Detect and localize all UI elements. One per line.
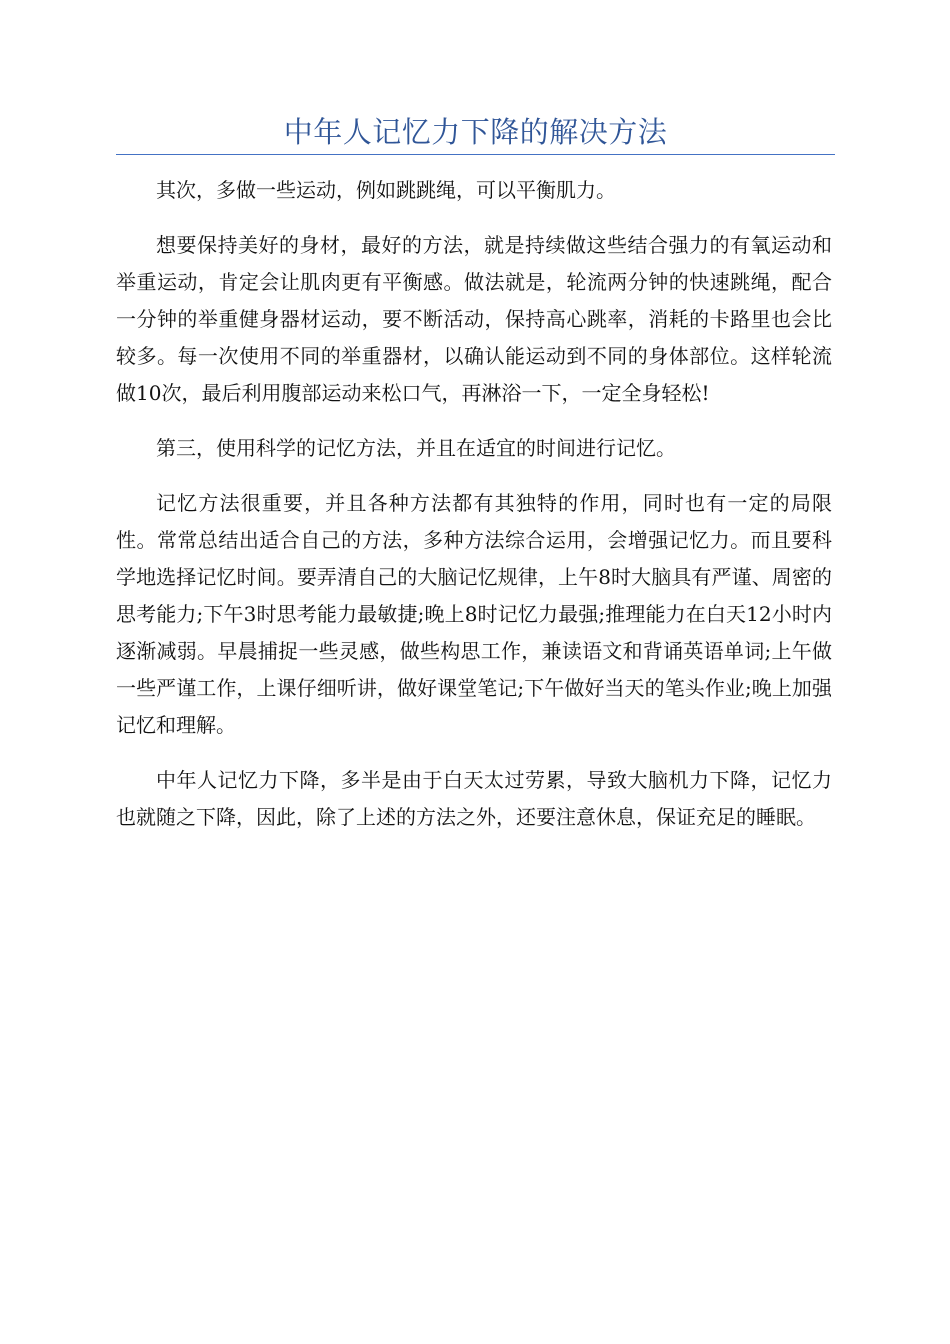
paragraph-5: 中年人记忆力下降，多半是由于白天太过劳累，导致大脑机力下降，记忆力也就随之下降，因此，除了上述的方法之外，还要注意休息，保证充足的睡眠。 (116, 768, 832, 829)
paragraph-2: 想要保持美好的身材，最好的方法，就是持续做这些结合强力的有氧运动和举重运动，肯定会让肌肉更有平衡感。做法就是，轮流两分钟的快速跳绳，配合一分钟的举重健身器材运动，要不断活动，保持高心跳率，消耗的卡路里也会比较多。每一次使用不同的举重器材，以确认能运动到不同的身体部位。这样轮流做10次，最后利用腹部运动来松口气，再淋浴一下，一定全身轻松! (116, 233, 832, 405)
paragraph-1: 其次，多做一些运动，例如跳跳绳，可以平衡肌力。 (156, 178, 616, 202)
document-title: 中年人记忆力下降的解决方法 (283, 115, 668, 149)
title-underline (116, 154, 835, 155)
paragraph-3: 第三，使用科学的记忆方法，并且在适宜的时间进行记忆。 (156, 436, 676, 460)
document-body (116, 172, 832, 854)
paragraph-4: 记忆方法很重要，并且各种方法都有其独特的作用，同时也有一定的局限性。常常总结出适合自己的方法，多种方法综合运用，会增强记忆力。而且要科学地选择记忆时间。要弄清自己的大脑记忆规律，上午8时大脑具有严谨、周密的思考能力;下午3时思考能力最敏捷;晚上8时记忆力最强;推理能力在白天12小时内逐渐减弱。早晨捕捉一些灵感，做些构思工作，兼读语文和背诵英语单词;上午做一些严谨工作，上课仔细听讲，做好课堂笔记;下午做好当天的笔头作业;晚上加强记忆和理解。 (116, 491, 832, 737)
